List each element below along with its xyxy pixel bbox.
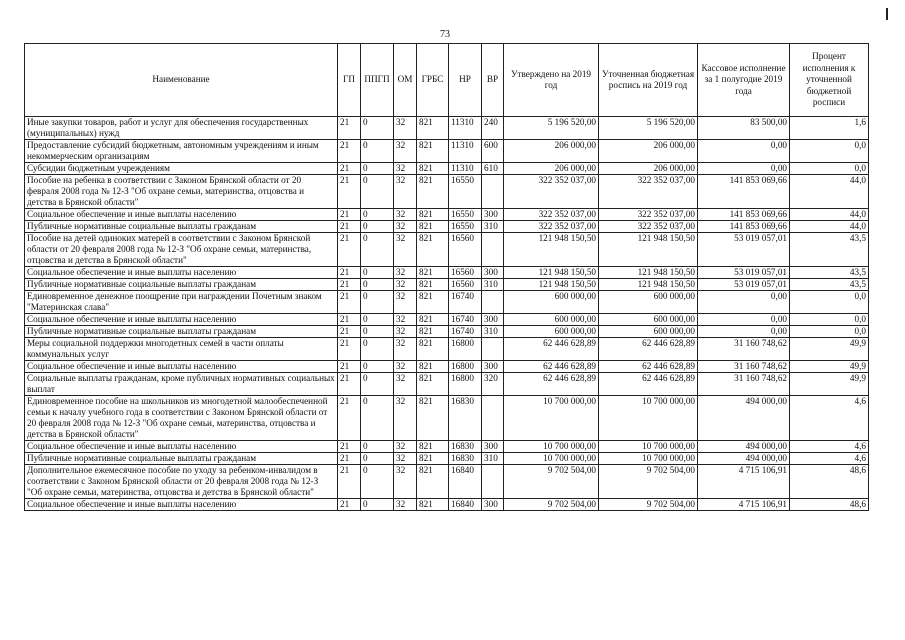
cell-percent: 0,0 [790, 291, 869, 314]
header-gp: ГП [338, 44, 361, 117]
cell-nr: 16560 [449, 267, 482, 279]
cell-cash: 0,00 [698, 163, 790, 175]
cell-vr: 300 [482, 209, 504, 221]
cell-refined: 62 446 628,89 [599, 373, 698, 396]
page-number: 73 [440, 29, 450, 40]
cell-vr: 310 [482, 453, 504, 465]
margin-mark [886, 8, 888, 20]
cell-nr: 16740 [449, 314, 482, 326]
cell-refined: 10 700 000,00 [599, 441, 698, 453]
cell-vr: 300 [482, 267, 504, 279]
cell-nr: 11310 [449, 140, 482, 163]
header-om: ОМ [394, 44, 417, 117]
cell-om: 32 [394, 117, 417, 140]
cell-cash: 31 160 748,62 [698, 338, 790, 361]
table-row [25, 338, 869, 361]
cell-cash: 141 853 069,66 [698, 175, 790, 209]
cell-cash: 53 019 057,01 [698, 267, 790, 279]
cell-grbs: 821 [417, 233, 449, 267]
cell-vr [482, 175, 504, 209]
cell-ppgp: 0 [361, 499, 394, 511]
cell-gp: 21 [338, 326, 361, 338]
cell-approved: 121 948 150,50 [504, 279, 599, 291]
table-row [25, 499, 869, 511]
cell-name: Пособие на детей одиноких матерей в соответствии с Законом Брянской области от 20 февраля 2008 года № 12-З "Об охране семьи, материнства, отцовства и детства в Брянской области" [25, 233, 338, 267]
cell-name: Социальное обеспечение и иные выплаты населению [25, 314, 338, 326]
cell-percent: 1,6 [790, 117, 869, 140]
header-approved: Утверждено на 2019 год [504, 44, 599, 117]
cell-nr: 16550 [449, 209, 482, 221]
cell-cash: 494 000,00 [698, 453, 790, 465]
cell-gp: 21 [338, 163, 361, 175]
cell-gp: 21 [338, 453, 361, 465]
cell-ppgp: 0 [361, 140, 394, 163]
cell-vr [482, 291, 504, 314]
cell-ppgp: 0 [361, 163, 394, 175]
cell-om: 32 [394, 279, 417, 291]
cell-grbs: 821 [417, 396, 449, 441]
cell-nr: 16830 [449, 396, 482, 441]
cell-vr: 310 [482, 326, 504, 338]
cell-om: 32 [394, 163, 417, 175]
cell-vr [482, 338, 504, 361]
cell-refined: 10 700 000,00 [599, 453, 698, 465]
cell-grbs: 821 [417, 175, 449, 209]
cell-vr [482, 233, 504, 267]
cell-refined: 322 352 037,00 [599, 175, 698, 209]
cell-approved: 206 000,00 [504, 140, 599, 163]
cell-approved: 10 700 000,00 [504, 396, 599, 441]
cell-approved: 121 948 150,50 [504, 233, 599, 267]
cell-refined: 206 000,00 [599, 163, 698, 175]
cell-ppgp: 0 [361, 291, 394, 314]
cell-om: 32 [394, 291, 417, 314]
cell-percent: 43,5 [790, 267, 869, 279]
cell-gp: 21 [338, 175, 361, 209]
cell-approved: 9 702 504,00 [504, 465, 599, 499]
cell-nr: 16800 [449, 338, 482, 361]
cell-grbs: 821 [417, 453, 449, 465]
cell-om: 32 [394, 140, 417, 163]
cell-vr: 300 [482, 499, 504, 511]
cell-approved: 322 352 037,00 [504, 221, 599, 233]
cell-refined: 5 196 520,00 [599, 117, 698, 140]
cell-nr: 16550 [449, 175, 482, 209]
cell-ppgp: 0 [361, 175, 394, 209]
cell-name: Единовременное денежное поощрение при награждении Почетным знаком "Материнская слава" [25, 291, 338, 314]
cell-ppgp: 0 [361, 279, 394, 291]
cell-om: 32 [394, 361, 417, 373]
header-cash: Кассовое исполнение за 1 полугодие 2019 года [698, 44, 790, 117]
cell-ppgp: 0 [361, 221, 394, 233]
cell-refined: 600 000,00 [599, 314, 698, 326]
cell-percent: 49,9 [790, 373, 869, 396]
cell-percent: 49,9 [790, 338, 869, 361]
cell-ppgp: 0 [361, 326, 394, 338]
cell-ppgp: 0 [361, 233, 394, 267]
cell-grbs: 821 [417, 373, 449, 396]
table-row [25, 140, 869, 163]
header-row [25, 44, 869, 117]
cell-ppgp: 0 [361, 441, 394, 453]
cell-om: 32 [394, 221, 417, 233]
cell-approved: 600 000,00 [504, 326, 599, 338]
cell-grbs: 821 [417, 441, 449, 453]
cell-name: Иные закупки товаров, работ и услуг для обеспечения государственных (муниципальных) нужд [25, 117, 338, 140]
cell-cash: 0,00 [698, 314, 790, 326]
cell-name: Пособие на ребенка в соответствии с Законом Брянской области от 20 февраля 2008 года № 12-З "Об охране семьи, материнства, отцовства и детства в Брянской области" [25, 175, 338, 209]
cell-gp: 21 [338, 338, 361, 361]
table-row [25, 361, 869, 373]
header-nr: НР [449, 44, 482, 117]
table-row [25, 441, 869, 453]
cell-refined: 62 446 628,89 [599, 338, 698, 361]
cell-percent: 43,5 [790, 233, 869, 267]
cell-name: Социальное обеспечение и иные выплаты населению [25, 441, 338, 453]
cell-cash: 0,00 [698, 140, 790, 163]
header-grbs: ГРБС [417, 44, 449, 117]
cell-om: 32 [394, 441, 417, 453]
cell-nr: 16740 [449, 326, 482, 338]
table-row [25, 209, 869, 221]
cell-cash: 83 500,00 [698, 117, 790, 140]
cell-refined: 9 702 504,00 [599, 465, 698, 499]
header-name: Наименование [25, 44, 338, 117]
cell-vr: 610 [482, 163, 504, 175]
cell-ppgp: 0 [361, 267, 394, 279]
cell-nr: 16840 [449, 465, 482, 499]
table-row [25, 291, 869, 314]
cell-refined: 121 948 150,50 [599, 267, 698, 279]
cell-approved: 5 196 520,00 [504, 117, 599, 140]
cell-gp: 21 [338, 233, 361, 267]
cell-grbs: 821 [417, 499, 449, 511]
cell-name: Публичные нормативные социальные выплаты гражданам [25, 453, 338, 465]
cell-gp: 21 [338, 373, 361, 396]
cell-om: 32 [394, 233, 417, 267]
cell-grbs: 821 [417, 314, 449, 326]
cell-grbs: 821 [417, 326, 449, 338]
header-ppgp: ППГП [361, 44, 394, 117]
cell-gp: 21 [338, 465, 361, 499]
cell-approved: 600 000,00 [504, 314, 599, 326]
cell-percent: 0,0 [790, 163, 869, 175]
cell-name: Социальное обеспечение и иные выплаты населению [25, 267, 338, 279]
cell-percent: 0,0 [790, 314, 869, 326]
cell-grbs: 821 [417, 267, 449, 279]
cell-ppgp: 0 [361, 465, 394, 499]
cell-cash: 494 000,00 [698, 441, 790, 453]
budget-table [24, 43, 869, 511]
cell-gp: 21 [338, 279, 361, 291]
header-refined: Уточненная бюджетная роспись на 2019 год [599, 44, 698, 117]
table-row [25, 453, 869, 465]
cell-approved: 62 446 628,89 [504, 338, 599, 361]
cell-percent: 43,5 [790, 279, 869, 291]
cell-cash: 53 019 057,01 [698, 233, 790, 267]
cell-grbs: 821 [417, 361, 449, 373]
cell-name: Предоставление субсидий бюджетным, автономным учреждениям и иным некоммерческим организациям [25, 140, 338, 163]
cell-cash: 0,00 [698, 326, 790, 338]
table-row [25, 267, 869, 279]
cell-approved: 322 352 037,00 [504, 175, 599, 209]
cell-gp: 21 [338, 221, 361, 233]
cell-ppgp: 0 [361, 314, 394, 326]
cell-ppgp: 0 [361, 209, 394, 221]
cell-name: Социальное обеспечение и иные выплаты населению [25, 499, 338, 511]
cell-om: 32 [394, 499, 417, 511]
cell-vr [482, 465, 504, 499]
cell-vr: 300 [482, 361, 504, 373]
cell-grbs: 821 [417, 163, 449, 175]
cell-cash: 31 160 748,62 [698, 361, 790, 373]
cell-nr: 16840 [449, 499, 482, 511]
cell-vr [482, 396, 504, 441]
cell-refined: 206 000,00 [599, 140, 698, 163]
cell-percent: 48,6 [790, 499, 869, 511]
cell-approved: 10 700 000,00 [504, 441, 599, 453]
cell-refined: 121 948 150,50 [599, 279, 698, 291]
cell-grbs: 821 [417, 279, 449, 291]
cell-gp: 21 [338, 396, 361, 441]
cell-refined: 322 352 037,00 [599, 221, 698, 233]
cell-refined: 9 702 504,00 [599, 499, 698, 511]
cell-ppgp: 0 [361, 396, 394, 441]
cell-percent: 44,0 [790, 221, 869, 233]
cell-om: 32 [394, 209, 417, 221]
cell-vr: 320 [482, 373, 504, 396]
table-row [25, 163, 869, 175]
cell-om: 32 [394, 175, 417, 209]
cell-nr: 16560 [449, 279, 482, 291]
cell-grbs: 821 [417, 338, 449, 361]
cell-grbs: 821 [417, 209, 449, 221]
cell-ppgp: 0 [361, 361, 394, 373]
cell-name: Социальное обеспечение и иные выплаты населению [25, 209, 338, 221]
table-row [25, 117, 869, 140]
cell-name: Социальное обеспечение и иные выплаты населению [25, 361, 338, 373]
cell-approved: 121 948 150,50 [504, 267, 599, 279]
cell-grbs: 821 [417, 291, 449, 314]
cell-percent: 48,6 [790, 465, 869, 499]
cell-cash: 31 160 748,62 [698, 373, 790, 396]
cell-cash: 4 715 106,91 [698, 499, 790, 511]
cell-grbs: 821 [417, 140, 449, 163]
cell-refined: 600 000,00 [599, 291, 698, 314]
table-row [25, 314, 869, 326]
cell-refined: 322 352 037,00 [599, 209, 698, 221]
cell-nr: 11310 [449, 163, 482, 175]
table-row [25, 279, 869, 291]
cell-name: Социальные выплаты гражданам, кроме публичных нормативных социальных выплат [25, 373, 338, 396]
cell-ppgp: 0 [361, 453, 394, 465]
cell-gp: 21 [338, 267, 361, 279]
cell-grbs: 821 [417, 465, 449, 499]
cell-nr: 16830 [449, 453, 482, 465]
cell-nr: 16740 [449, 291, 482, 314]
cell-refined: 10 700 000,00 [599, 396, 698, 441]
cell-percent: 4,6 [790, 396, 869, 441]
cell-cash: 0,00 [698, 291, 790, 314]
cell-percent: 44,0 [790, 175, 869, 209]
header-percent: Процент исполнения к уточненной бюджетной росписи [790, 44, 869, 117]
cell-nr: 11310 [449, 117, 482, 140]
table-row [25, 373, 869, 396]
cell-approved: 62 446 628,89 [504, 361, 599, 373]
cell-approved: 206 000,00 [504, 163, 599, 175]
cell-percent: 0,0 [790, 326, 869, 338]
table-row [25, 221, 869, 233]
header-vr: ВР [482, 44, 504, 117]
cell-cash: 141 853 069,66 [698, 209, 790, 221]
cell-nr: 16830 [449, 441, 482, 453]
cell-om: 32 [394, 453, 417, 465]
cell-cash: 494 000,00 [698, 396, 790, 441]
cell-name: Субсидии бюджетным учреждениям [25, 163, 338, 175]
cell-om: 32 [394, 338, 417, 361]
cell-gp: 21 [338, 314, 361, 326]
cell-nr: 16550 [449, 221, 482, 233]
cell-vr: 600 [482, 140, 504, 163]
table-row [25, 175, 869, 209]
cell-approved: 9 702 504,00 [504, 499, 599, 511]
cell-nr: 16560 [449, 233, 482, 267]
cell-ppgp: 0 [361, 373, 394, 396]
cell-refined: 62 446 628,89 [599, 361, 698, 373]
cell-percent: 49,9 [790, 361, 869, 373]
cell-om: 32 [394, 465, 417, 499]
cell-name: Публичные нормативные социальные выплаты гражданам [25, 221, 338, 233]
cell-gp: 21 [338, 209, 361, 221]
cell-vr: 300 [482, 314, 504, 326]
cell-nr: 16800 [449, 373, 482, 396]
cell-om: 32 [394, 373, 417, 396]
cell-gp: 21 [338, 441, 361, 453]
cell-percent: 4,6 [790, 453, 869, 465]
cell-gp: 21 [338, 291, 361, 314]
cell-vr: 300 [482, 441, 504, 453]
cell-om: 32 [394, 396, 417, 441]
cell-ppgp: 0 [361, 338, 394, 361]
cell-vr: 240 [482, 117, 504, 140]
cell-cash: 53 019 057,01 [698, 279, 790, 291]
cell-refined: 600 000,00 [599, 326, 698, 338]
cell-percent: 44,0 [790, 209, 869, 221]
cell-grbs: 821 [417, 117, 449, 140]
cell-gp: 21 [338, 117, 361, 140]
table-row [25, 396, 869, 441]
cell-ppgp: 0 [361, 117, 394, 140]
cell-name: Единовременное пособие на школьников из многодетной малообеспеченной семьи к началу учебного года в соответствии с Законом Брянской области от 20 февраля 2008 года № 12-З "Об охране семьи, материнства, отцовства и детства в Брянской области" [25, 396, 338, 441]
cell-cash: 4 715 106,91 [698, 465, 790, 499]
cell-percent: 0,0 [790, 140, 869, 163]
cell-refined: 121 948 150,50 [599, 233, 698, 267]
cell-gp: 21 [338, 361, 361, 373]
cell-name: Публичные нормативные социальные выплаты гражданам [25, 326, 338, 338]
cell-approved: 322 352 037,00 [504, 209, 599, 221]
cell-name: Публичные нормативные социальные выплаты гражданам [25, 279, 338, 291]
cell-gp: 21 [338, 140, 361, 163]
cell-vr: 310 [482, 221, 504, 233]
cell-gp: 21 [338, 499, 361, 511]
cell-vr: 310 [482, 279, 504, 291]
cell-om: 32 [394, 267, 417, 279]
cell-name: Меры социальной поддержки многодетных семей в части оплаты коммунальных услуг [25, 338, 338, 361]
table-row [25, 326, 869, 338]
table-row [25, 465, 869, 499]
cell-name: Дополнительное ежемесячное пособие по уходу за ребенком-инвалидом в соответствии с Законом Брянской области от 20 февраля 2008 года № 12-З "Об охране семьи, материнства, отцовства и детства в Брянской области" [25, 465, 338, 499]
cell-approved: 62 446 628,89 [504, 373, 599, 396]
table-body [25, 117, 869, 511]
cell-cash: 141 853 069,66 [698, 221, 790, 233]
cell-nr: 16800 [449, 361, 482, 373]
cell-approved: 600 000,00 [504, 291, 599, 314]
cell-om: 32 [394, 326, 417, 338]
cell-om: 32 [394, 314, 417, 326]
cell-grbs: 821 [417, 221, 449, 233]
cell-approved: 10 700 000,00 [504, 453, 599, 465]
cell-percent: 4,6 [790, 441, 869, 453]
table-row [25, 233, 869, 267]
